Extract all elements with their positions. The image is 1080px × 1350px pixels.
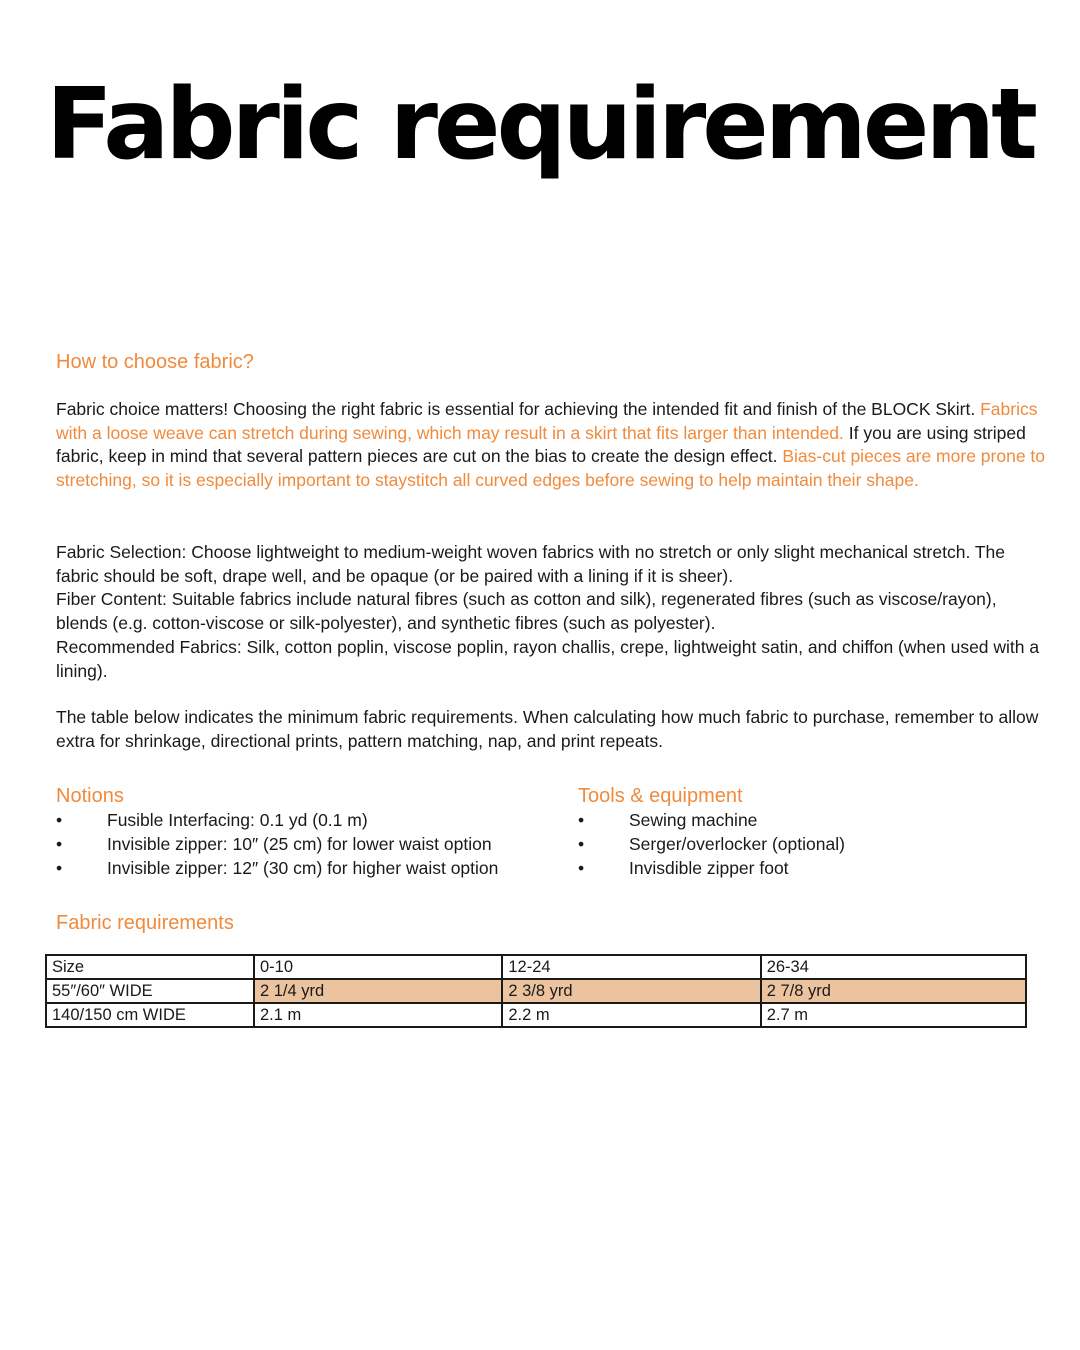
table-cell: 2.2 m <box>502 1003 760 1027</box>
table-cell: 0-10 <box>254 955 502 979</box>
intro-text-d: Bias-cut pieces are more prone to stretching, so it is especially important to staystitch all curved edges before sewing to help maintain their shape. <box>56 446 1046 491</box>
list-item: • Sewing machine <box>578 810 758 830</box>
table-cell: 2.7 m <box>761 1003 1026 1027</box>
bullet-icon: • <box>578 834 585 854</box>
list-item: • Serger/overlocker (optional) <box>578 834 845 854</box>
list-item: • Fusible Interfacing: 0.1 yd (0.1 m) <box>56 810 368 830</box>
table-cell: 2 3/8 yrd <box>502 979 760 1003</box>
table-cell: 55″/60″ WIDE <box>46 979 254 1003</box>
table-row <box>46 955 1026 979</box>
bullet-icon: • <box>56 834 63 854</box>
table-cell: 140/150 cm WIDE <box>46 1003 254 1027</box>
intro-paragraph <box>56 398 1046 493</box>
tools-section <box>578 784 1038 880</box>
notions-section <box>56 784 556 880</box>
how-to-choose-heading: How to choose fabric? <box>56 351 254 373</box>
table-cell: 2 7/8 yrd <box>761 979 1026 1003</box>
tools-list <box>578 808 1038 880</box>
table-intro-paragraph: The table below indicates the minimum fabric requirements. When calculating how much fabric to purchase, remember to allow extra for shrinkage, directional prints, pattern matching, nap, and print repeats. <box>56 707 1039 751</box>
intro-text-c: If you are using striped fabric, keep in mind that several pattern pieces are cut on the bias to create the design effect. <box>56 422 1026 467</box>
table-cell: 2.1 m <box>254 1003 502 1027</box>
table-cell: 2 1/4 yrd <box>254 979 502 1003</box>
bullet-icon: • <box>578 810 585 830</box>
bullet-icon: • <box>56 858 63 878</box>
table-row <box>46 979 1026 1003</box>
table-row <box>46 1003 1026 1027</box>
notions-heading: Notions <box>56 785 124 807</box>
fabric-details <box>56 541 1046 683</box>
bullet-icon: • <box>578 858 585 878</box>
notions-list <box>56 808 556 880</box>
page-title: Fabric requirement <box>46 68 1034 182</box>
fabric-requirements-table <box>45 954 1027 1028</box>
fiber-content-text: Fiber Content: Suitable fabrics include natural fibres (such as cotton and silk), regenerated fibres (such as viscose/rayon), blends (e.g. cotton-viscose or silk-polyester), and synthetic fibres (such as polyester). <box>56 589 997 634</box>
list-item: • Invisdible zipper foot <box>578 858 789 878</box>
fabric-requirements-heading: Fabric requirements <box>56 912 234 934</box>
table-cell: 26-34 <box>761 955 1026 979</box>
fabric-selection-text: Fabric Selection: Choose lightweight to medium-weight woven fabrics with no stretch or only slight mechanical stretch. The fabric should be soft, drape well, and be opaque (or be paired with a lining if it is sheer). <box>56 542 1006 586</box>
intro-text-b: Fabrics with a loose weave can stretch during sewing, which may result in a skirt that fits larger than intended. <box>56 399 1038 443</box>
table-cell: Size <box>46 955 254 979</box>
table-cell: 12-24 <box>502 955 760 979</box>
tools-heading: Tools & equipment <box>578 785 743 807</box>
list-item: • Invisible zipper: 10″ (25 cm) for lower waist option <box>56 834 492 854</box>
recommended-fabrics-text: Recommended Fabrics: Silk, cotton poplin, viscose poplin, rayon challis, crepe, lightweight satin, and chiffon (when used with a lining). <box>56 636 1040 681</box>
bullet-icon: • <box>56 810 63 830</box>
intro-text-a: Fabric choice matters! Choosing the right fabric is essential for achieving the intended fit and finish of the BLOCK Skirt. <box>56 399 976 419</box>
list-item: • Invisible zipper: 12″ (30 cm) for higher waist option <box>56 858 499 878</box>
